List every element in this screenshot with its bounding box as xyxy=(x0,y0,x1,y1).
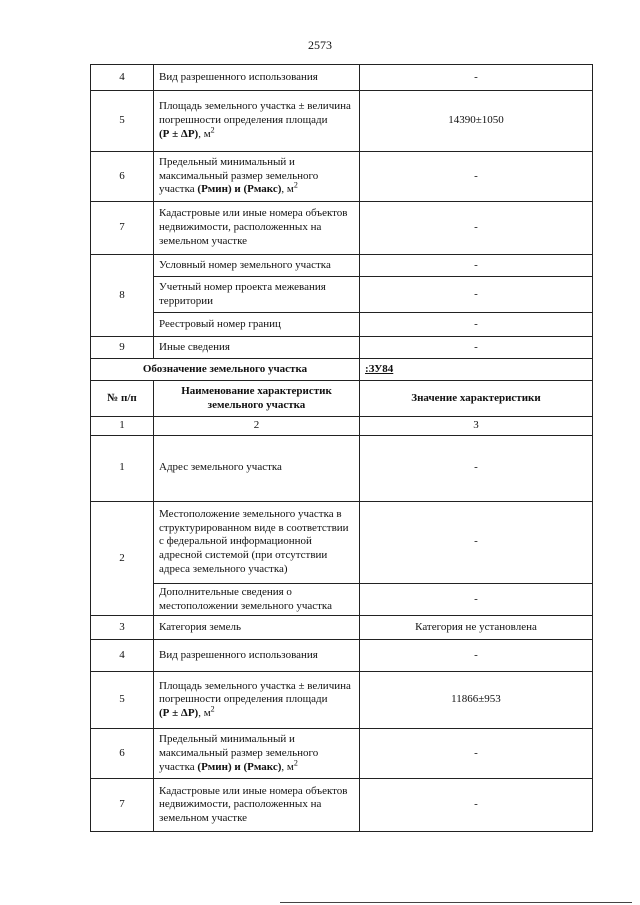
row-number: 7 xyxy=(91,779,154,832)
row-value: - xyxy=(360,277,593,313)
header-name: Наименование характеристик земельного участка xyxy=(154,381,360,417)
row-value: - xyxy=(360,202,593,255)
table-header xyxy=(91,381,593,417)
table-row xyxy=(91,729,593,779)
row-value: - xyxy=(360,640,593,672)
table-row xyxy=(91,313,593,337)
row-number: 3 xyxy=(91,616,154,640)
row-value: - xyxy=(360,729,593,779)
row-number: 4 xyxy=(91,640,154,672)
table-row xyxy=(91,779,593,832)
column-numbers-row xyxy=(91,417,593,436)
area-value: 14390±1050 xyxy=(360,91,593,152)
row-label: Вид разрешенного использования xyxy=(154,65,360,91)
row-value: - xyxy=(360,779,593,832)
row-value: - xyxy=(360,337,593,359)
row-number: 5 xyxy=(91,91,154,152)
row-label: Учетный номер проекта межевания территории xyxy=(154,277,360,313)
row-label: Категория земель xyxy=(154,616,360,640)
column-number: 3 xyxy=(360,417,593,436)
table-row xyxy=(91,672,593,729)
row-label: Кадастровые или иные номера объектов недвижимости, расположенных на земельном участке xyxy=(154,779,360,832)
column-number: 2 xyxy=(154,417,360,436)
row-value: - xyxy=(360,583,593,616)
table-row xyxy=(91,616,593,640)
row-number: 2 xyxy=(91,501,154,616)
row-label: Площадь земельного участка ± величина погрешности определения площади (Р ± ΔР), $м^2$ xyxy=(154,672,360,729)
table-row xyxy=(91,337,593,359)
header-number: № п/п xyxy=(91,381,154,417)
row-value: - xyxy=(360,65,593,91)
row-number: 7 xyxy=(91,202,154,255)
designation-row xyxy=(91,359,593,381)
row-label: Адрес земельного участка xyxy=(154,435,360,501)
table-row xyxy=(91,152,593,202)
land-plot-table xyxy=(90,64,593,832)
row-label: Иные сведения xyxy=(154,337,360,359)
row-label: Вид разрешенного использования xyxy=(154,640,360,672)
table-row xyxy=(91,202,593,255)
designation-value: :ЗУ84 xyxy=(360,359,593,381)
row-number: 5 xyxy=(91,672,154,729)
row-label: Местоположение земельного участка в структурированном виде в соответствии с федеральной информационной адресной системой (при отсутствии адреса земельного участка) xyxy=(154,501,360,583)
row-value: - xyxy=(360,435,593,501)
bottom-rule xyxy=(280,902,632,903)
row-label: Площадь земельного участка ± величина погрешности определения площади (Р ± ΔР), $м^2$ xyxy=(154,91,360,152)
row-number: 1 xyxy=(91,435,154,501)
table-row xyxy=(91,640,593,672)
designation-label: Обозначение земельного участка xyxy=(91,359,360,381)
row-label: Предельный минимальный и максимальный размер земельного участка (Рмин) и (Рмакс), $м^2$ xyxy=(154,729,360,779)
table-row xyxy=(91,91,593,152)
row-value: - xyxy=(360,152,593,202)
table-row xyxy=(91,65,593,91)
table-row xyxy=(91,255,593,277)
row-value: - xyxy=(360,501,593,583)
table-row xyxy=(91,583,593,616)
row-label: Условный номер земельного участка xyxy=(154,255,360,277)
row-label: Дополнительные сведения о местоположении земельного участка xyxy=(154,583,360,616)
row-value: - xyxy=(360,313,593,337)
row-number: 6 xyxy=(91,152,154,202)
row-label: Предельный минимальный и максимальный размер земельного участка (Рмин) и (Рмакс), $м^2$ xyxy=(154,152,360,202)
column-number: 1 xyxy=(91,417,154,436)
row-number: 8 xyxy=(91,255,154,337)
row-number: 9 xyxy=(91,337,154,359)
area-value: 11866±953 xyxy=(360,672,593,729)
page-number: 2573 xyxy=(308,38,332,52)
row-label: Реестровый номер границ xyxy=(154,313,360,337)
table-row xyxy=(91,277,593,313)
row-value: - xyxy=(360,255,593,277)
table-row xyxy=(91,435,593,501)
header-value: Значение характеристики xyxy=(360,381,593,417)
row-number: 6 xyxy=(91,729,154,779)
category-value: Категория не установлена xyxy=(360,616,593,640)
row-label: Кадастровые или иные номера объектов недвижимости, расположенных на земельном участке xyxy=(154,202,360,255)
table-row xyxy=(91,501,593,583)
row-number: 4 xyxy=(91,65,154,91)
